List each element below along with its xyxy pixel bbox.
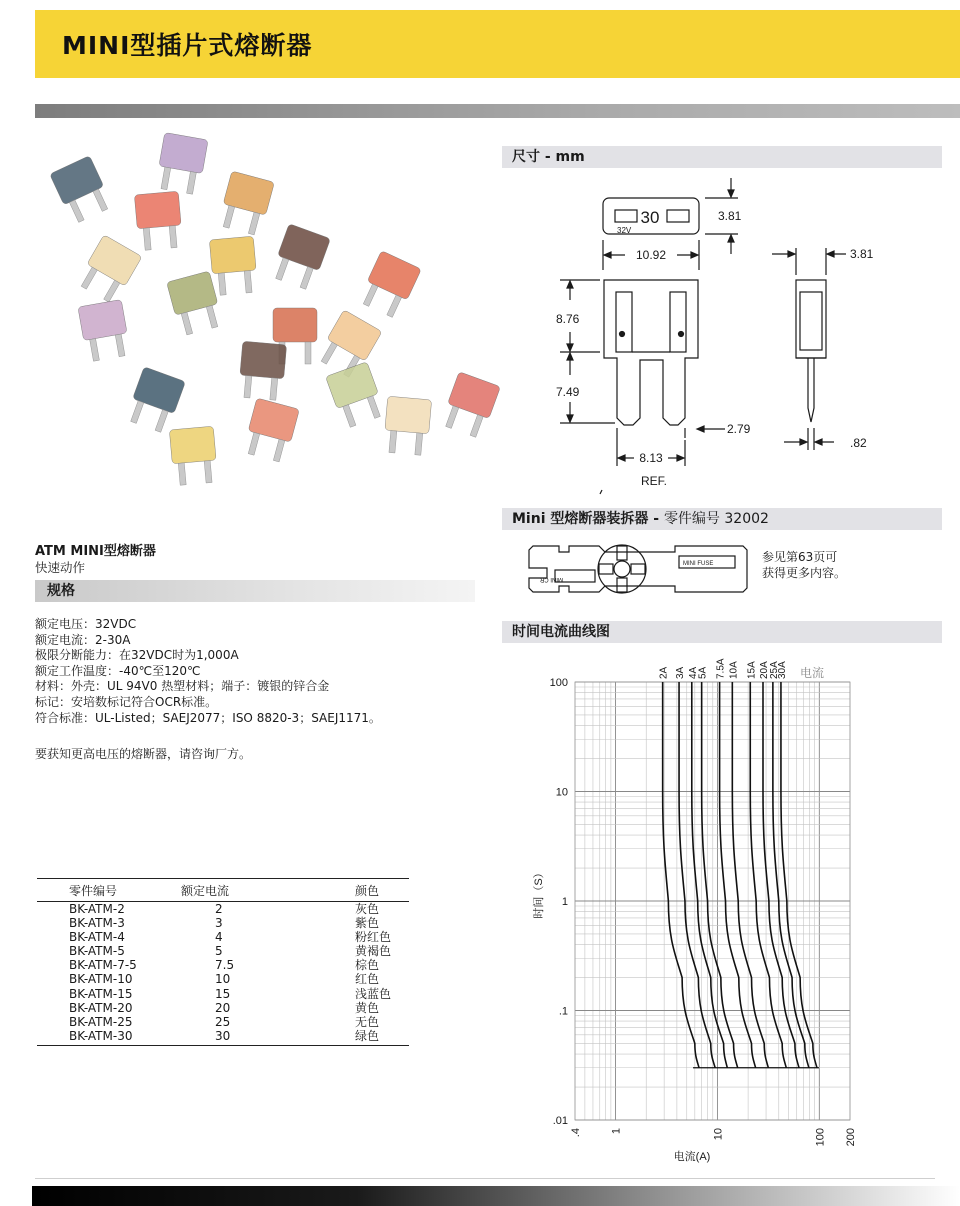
table-row xyxy=(37,1015,409,1029)
dim-side-width: 3.81 xyxy=(850,247,874,261)
fuse-photo-item xyxy=(440,372,500,440)
fuse-photo-item xyxy=(155,132,208,195)
part-number: BK-ATM-5 xyxy=(69,944,125,959)
table-row xyxy=(37,972,409,986)
fuse-color: 棕色 xyxy=(355,958,380,973)
spec-list xyxy=(35,617,381,726)
fuse-photo-item xyxy=(50,156,114,225)
dim-width: 10.92 xyxy=(635,248,667,262)
fuse-color: 绿色 xyxy=(355,1029,409,1046)
fuse-face-volt: 32V xyxy=(617,226,632,235)
chart-x-tick-label: 200 xyxy=(845,1128,857,1147)
chart-y-tick-label: 1 xyxy=(561,896,568,908)
fuse-color: 黄色 xyxy=(355,1000,380,1015)
spec-item: 符合标准：UL-Listed；SAEJ2077；ISO 8820-3；SAEJ1171。 xyxy=(35,710,381,725)
chart-series-label: 15A xyxy=(746,661,758,679)
fuse-color: 浅蓝色 xyxy=(355,986,392,1001)
high-voltage-note: 要获知更高电压的熔断器，请咨询厂方。 xyxy=(35,747,252,761)
table-row xyxy=(37,1029,409,1046)
rated-current: 30 xyxy=(181,1029,355,1046)
chart-legend-title: 电流 xyxy=(800,666,825,680)
puller-heading-bold: Mini 型熔断器装拆器 - xyxy=(512,511,664,527)
chart-y-axis-label: 时间（S） xyxy=(533,867,545,919)
chart-series-label: 2A xyxy=(658,666,670,679)
fuse-photo-item xyxy=(383,396,432,456)
table-row xyxy=(37,902,409,917)
divider-band xyxy=(35,104,960,118)
dim-body-height: 8.76 xyxy=(556,312,580,326)
chart-series-label: 25A xyxy=(768,661,780,679)
time-current-chart xyxy=(520,655,940,1170)
spec-item: 极限分断能力：在32VDC时为1,000A xyxy=(35,648,239,663)
fuse-photo-item xyxy=(358,251,422,320)
table-row xyxy=(37,930,409,944)
dim-blade-length: 7.49 xyxy=(556,385,580,399)
chart-y-tick-label: .01 xyxy=(552,1115,568,1127)
chart-series-line xyxy=(781,682,817,1068)
dim-pitch: 8.13 xyxy=(639,451,663,465)
dim-blade-width: 2.79 xyxy=(727,422,751,436)
part-number: BK-ATM-20 xyxy=(69,1000,133,1015)
puller-outline xyxy=(529,546,747,592)
table-row xyxy=(37,958,409,972)
puller-note xyxy=(762,550,846,581)
chart-x-tick-label: 100 xyxy=(814,1128,827,1147)
spec-item: 材料：外壳：UL 94V0 热塑材料；端子：镀银的锌合金 xyxy=(35,679,330,694)
chart-series-label: 5A xyxy=(697,666,709,679)
rated-current: 20 xyxy=(215,1000,231,1015)
rated-current: 5 xyxy=(215,944,223,959)
chart-x-axis-label: 电流(A) xyxy=(673,1151,711,1163)
dimensions-heading: 尺寸 - mm xyxy=(502,146,942,168)
fuse-photo-item xyxy=(270,224,330,292)
chart-x-tick-label: 10 xyxy=(712,1128,725,1141)
puller-label-mini-cr: MINI CR xyxy=(540,576,563,582)
fuse-color: 无色 xyxy=(355,1014,380,1029)
part-number: BK-ATM-25 xyxy=(69,1014,133,1029)
fuse-window-left xyxy=(615,210,637,222)
fuse-front-rib-right xyxy=(670,292,686,352)
chart-y-tick-label: 10 xyxy=(555,786,568,799)
fuse-face-amp: 30 xyxy=(640,208,660,227)
product-name: ATM MINI型熔断器 xyxy=(35,544,156,559)
rated-current: 25 xyxy=(215,1014,231,1029)
chart-series-label: 20A xyxy=(758,661,770,679)
dim-top-height: 3.81 xyxy=(718,209,742,223)
fuse-window-right xyxy=(667,210,689,222)
fuse-photo-item xyxy=(238,341,287,401)
puller-heading-part-number: 零件编号 32002 xyxy=(663,511,769,527)
fuse-photo-item xyxy=(167,271,224,336)
puller-note-line: 获得更多内容。 xyxy=(762,565,847,580)
part-number: BK-ATM-10 xyxy=(69,972,133,987)
fuse-photo-item xyxy=(209,236,258,296)
rated-current: 10 xyxy=(215,972,231,987)
part-number: BK-ATM-7-5 xyxy=(69,958,137,973)
fuse-product-photo xyxy=(33,128,503,508)
dim-ref: REF. xyxy=(641,474,668,488)
footer-rule xyxy=(35,1178,935,1179)
chart-x-tick-label: 1 xyxy=(610,1128,623,1135)
fuse-photo-item xyxy=(125,367,185,435)
fuse-color: 粉红色 xyxy=(355,930,392,945)
dimension-drawing xyxy=(500,170,940,500)
fuse-puller-drawing xyxy=(525,538,755,600)
chart-y-tick-label: 100 xyxy=(549,677,568,689)
col-color: 颜色 xyxy=(355,879,409,902)
fuse-photo-item xyxy=(169,426,218,486)
rated-current: 15 xyxy=(215,986,231,1001)
fuse-photo-item xyxy=(325,362,385,430)
dim-thickness: .82 xyxy=(850,436,867,450)
spec-item: 标记：安培数标记符合OCR标准。 xyxy=(35,694,218,709)
part-number: BK-ATM-4 xyxy=(69,930,125,945)
col-part-number: 零件编号 xyxy=(37,879,181,902)
chart-series-label: 30A xyxy=(776,661,788,679)
part-number: BK-ATM-15 xyxy=(69,986,133,1001)
page-title: MINI型插片式熔断器 xyxy=(62,31,313,60)
table-row xyxy=(37,1001,409,1015)
fuse-color: 红色 xyxy=(355,972,380,987)
chart-x-tick-label: .4 xyxy=(570,1128,582,1138)
fuse-photo-item xyxy=(78,299,131,362)
table-row xyxy=(37,916,409,930)
rated-current: 7.5 xyxy=(215,958,235,973)
parts-table xyxy=(37,878,409,1046)
part-number: BK-ATM-30 xyxy=(37,1029,181,1046)
fuse-front-rib-left xyxy=(616,292,632,352)
fuse-color: 灰色 xyxy=(355,902,380,916)
puller-label-mini-fuse: MINI FUSE xyxy=(683,561,714,567)
spec-item: 额定电流：2-30A xyxy=(35,632,131,647)
chart-series-line xyxy=(663,682,699,1068)
spec-heading: 规格 xyxy=(35,580,475,602)
rated-current: 2 xyxy=(215,902,223,916)
fuse-photo-item xyxy=(76,235,142,305)
chart-series-label: 4A xyxy=(687,666,699,679)
rated-current: 4 xyxy=(215,930,223,945)
rated-current: 3 xyxy=(215,916,223,931)
chart-heading: 时间电流曲线图 xyxy=(502,621,942,643)
col-rating: 额定电流 xyxy=(181,879,355,902)
puller-note-line: 参见第63页可 xyxy=(762,550,838,564)
fuse-photo-item xyxy=(217,171,274,236)
table-row xyxy=(37,944,409,958)
part-number: BK-ATM-2 xyxy=(69,902,125,916)
puller-heading xyxy=(502,508,942,530)
product-subtitle: 快速动作 xyxy=(35,560,86,575)
chart-y-tick-label: .1 xyxy=(558,1005,568,1018)
chart-series-label: 3A xyxy=(675,666,687,679)
spec-item: 额定工作温度：-40℃至120℃ xyxy=(35,663,201,678)
chart-series-line xyxy=(692,682,728,1068)
chart-series-label: 10A xyxy=(728,661,740,679)
fuse-color: 黄褐色 xyxy=(355,944,392,959)
table-row xyxy=(37,987,409,1001)
chart-series-label: 7.5A xyxy=(715,658,727,679)
part-number: BK-ATM-3 xyxy=(69,916,125,931)
table-header-row xyxy=(37,879,409,902)
spec-item: 额定电压：32VDC xyxy=(35,617,137,631)
footer-band xyxy=(32,1186,960,1206)
fuse-photo-item xyxy=(242,398,299,463)
fuse-color: 紫色 xyxy=(355,916,380,931)
fuse-photo-item xyxy=(134,191,183,251)
